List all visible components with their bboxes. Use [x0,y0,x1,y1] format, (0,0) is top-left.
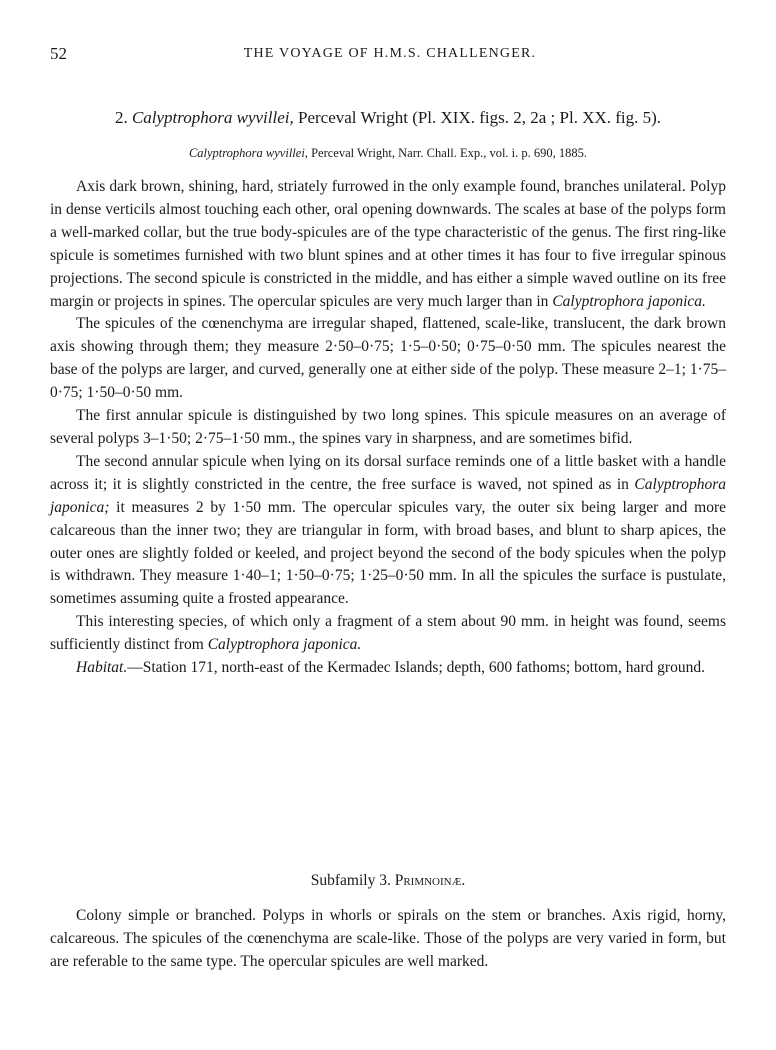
subfamily-heading [0,872,776,890]
paragraph-axis-italic: Calyptrophora japonica. [552,292,706,310]
paragraph-first-annular: The first annular spicule is distinguished by two long spines. This spicule measures on an average of several polyps 3–1·50; 2·75–1·50 mm., the spines vary in sharpness, and are sometimes bifid. [50,407,726,447]
species-citation [0,146,776,161]
citation-reference: Perceval Wright, Narr. Chall. Exp., vol. i. p. 690, 1885. [311,146,588,160]
paragraph-second-annular-text-a: The second annular spicule when lying on its dorsal surface reminds one of a little basket with a handle across it; it is slightly constricted in the centre, the free surface is waved, not spined as in [50,452,726,493]
paragraph-species-note-text: This interesting species, of which only a fragment of a stem about 90 mm. in height was found, seems sufficiently distinct from [50,613,726,654]
species-heading [0,108,776,128]
paragraph-axis-text: Axis dark brown, shining, hard, striately furrowed in the only example found, branches unilateral. Polyp in dense verticils almost touching each other, oral opening downwards. The scales at base of the polyps form a well-marked collar, but the true body-spicules are of the type characteristic of the genus. The first ring-like spicule is sometimes furnished with two blunt spines and at other times it has four to five irregular spinous projections. The second spicule is constricted in the middle, and has either a simple waved outline on its free margin or projects in spines. The opercular spicules are very much larger than in [50,178,726,310]
paragraph-species-note [50,611,726,657]
habitat-text: —Station 171, north-east of the Kermadec Islands; depth, 600 fathoms; bottom, hard ground. [127,659,705,677]
page-number: 52 [50,44,67,63]
paragraph-coenenchyma: The spicules of the cœnenchyma are irregular shaped, flattened, scale-like, translucent, the dark brown axis showing through them; they measure 2·50–0·75; 1·5–0·50; 0·75–0·50 mm. The spicules nearest the base of the polyps are larger, and curved, generally one at either side of the polyp. These measure 2–1; 1·75–0·75; 1·50–0·50 mm. [50,315,726,402]
species-name: Calyptrophora wyvillei, [131,108,294,127]
page-header [50,44,730,70]
running-title: THE VOYAGE OF H.M.S. CHALLENGER. [243,46,537,61]
paragraph-axis [50,176,726,313]
species-plates: (Pl. XIX. figs. 2, 2a ; Pl. XX. fig. 5). [412,108,662,127]
subfamily-name: Primnoinæ. [394,872,466,889]
species-number: 2. [114,108,128,127]
paragraph-subfamily: Colony simple or branched. Polyps in whorls or spirals on the stem or branches. Axis rigid, horny, calcareous. The spicules of the cœnenchyma are scale-like. Those of the polyps are very varied in form, but are referable to the same type. The opercular spicules are well marked. [50,907,726,970]
species-description [50,176,726,680]
species-author: Perceval Wright [298,108,408,127]
subfamily-prefix: Subfamily 3. [310,872,391,889]
paragraph-second-annular-italic: Calyptrophora japonica; [50,475,726,516]
citation-name: Calyptrophora wyvillei, [188,146,308,160]
subfamily-description [50,905,726,974]
habitat-label: Habitat. [76,659,128,677]
paragraph-second-annular-text-b: it measures 2 by 1·50 mm. The opercular spicules vary, the outer six being larger and more calcareous than the inner two; they are triangular in form, with broad bases, and blunt to sharp apices, the outer ones are slightly folded or keeled, and project beyond the second of the body spicules when the polyp is withdrawn. They measure 1·40–1; 1·50–0·75; 1·25–0·50 mm. In all the spicules the surface is pustulate, sometimes assuming quite a frosted appearance. [50,498,727,608]
paragraph-second-annular [50,451,726,611]
paragraph-habitat [50,657,726,680]
paragraph-species-note-italic: Calyptrophora japonica. [207,636,362,654]
